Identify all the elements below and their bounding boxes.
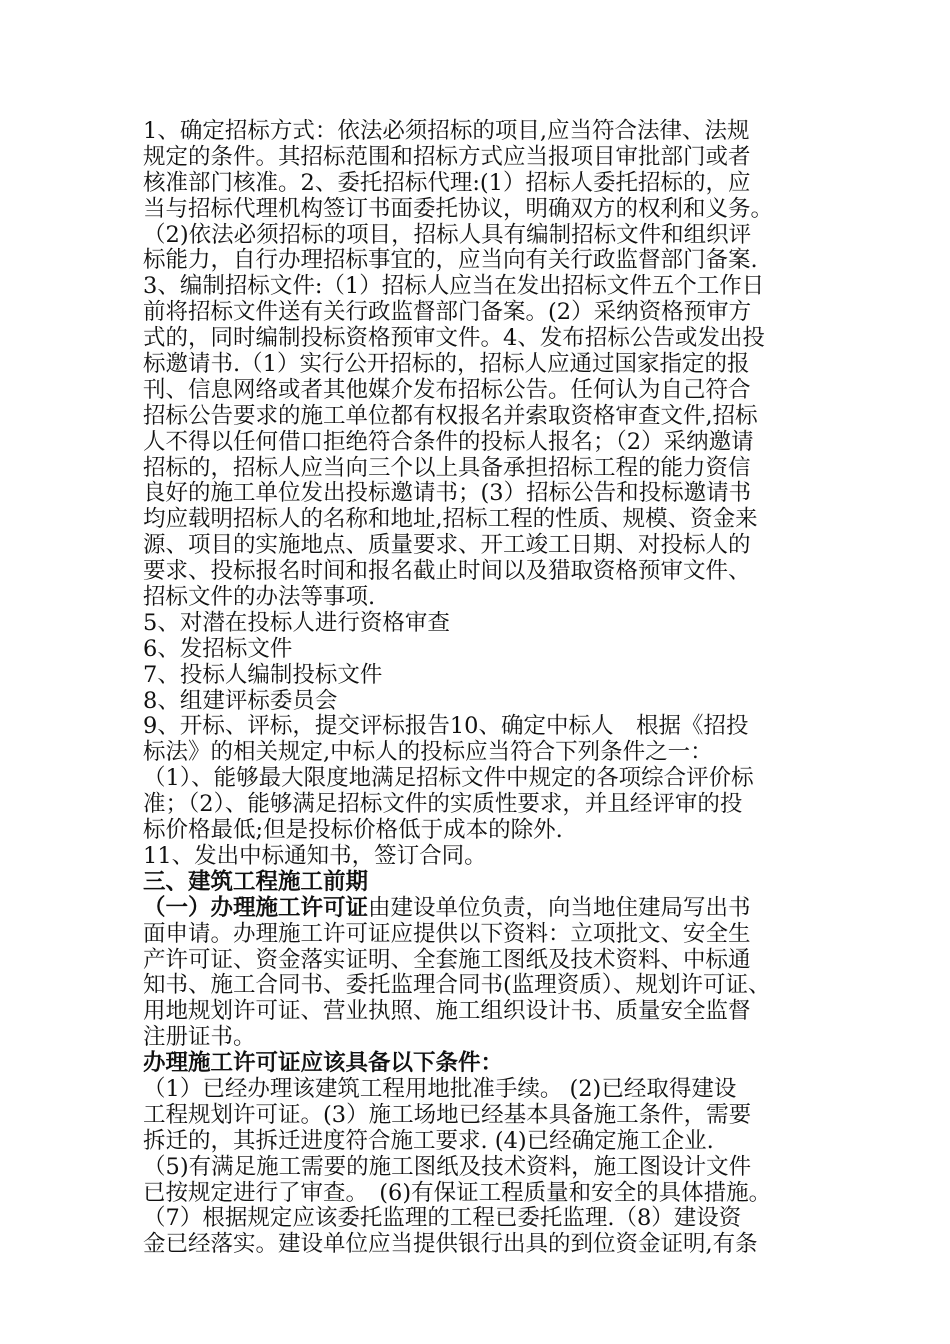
text-line: 9、开标、评标，提交评标报告10、确定中标人 根据《招投: [143, 713, 749, 740]
text-line: 标价格最低;但是投标价格低于成本的除外.: [143, 817, 563, 844]
text-line: 前将招标文件送有关行政监督部门备案。(2）采纳资格预审方: [143, 299, 752, 326]
text-line: 工程规划许可证。(3）施工场地已经基本具备施工条件，需要: [143, 1101, 752, 1128]
text-line: 规定的条件。其招标范围和招标方式应当报项目审批部门或者: [143, 143, 751, 170]
document-body: [143, 119, 838, 1258]
text-line: 产许可证、资金落实证明、全套施工图纸及技术资料、中标通: [143, 946, 751, 973]
text-line: 刊、信息网络或者其他媒介发布招标公告。任何认为自己符合: [143, 376, 751, 403]
text-line: （7）根据规定应该委托监理的工程已委托监理.（8）建设资: [143, 1205, 742, 1232]
text-line: 标能力，自行办理招标事宜的，应当向有关行政监督部门备案.: [143, 247, 758, 274]
text-line: 招标公告要求的施工单位都有权报名并索取资格审查文件,招标: [143, 402, 758, 429]
text-line: 良好的施工单位发出投标邀请书；(3）招标公告和投标邀请书: [143, 480, 752, 507]
text-line: 招标的，招标人应当向三个以上具备承担招标工程的能力资信: [143, 454, 751, 481]
text-line: 知书、施工合同书、委托监理合同书(监理资质）、规划许可证、: [143, 972, 771, 999]
subsection-text: 由建设单位负责，向当地住建局写出书: [368, 894, 751, 921]
text-line: 6、发招标文件: [143, 635, 293, 662]
text-line: 要求、投标报名时间和报名截止时间以及猎取资格预审文件、: [143, 558, 751, 585]
text-line: 人不得以任何借口拒绝符合条件的投标人报名；（2）采纳邀请: [143, 428, 754, 455]
text-line: 已按规定进行了审查。 (6)有保证工程质量和安全的具体措施。: [143, 1179, 772, 1206]
text-line: 准；（2）、能够满足招标文件的实质性要求，并且经评审的投: [143, 791, 743, 818]
text-line: 核准部门核准。2、委托招标代理:(1）招标人委托招标的，应: [143, 169, 751, 196]
text-line: 当与招标代理机构签订书面委托协议，明确双方的权利和义务。: [143, 195, 774, 222]
text-line: 11、发出中标通知书，签订合同。: [143, 842, 487, 869]
text-line: 3、编制招标文件:（1）招标人应当在发出招标文件五个工作日: [143, 273, 765, 300]
text-line: 拆迁的，其拆迁进度符合施工要求. (4)已经确定施工企业.: [143, 1127, 714, 1154]
text-line: 7、投标人编制投标文件: [143, 661, 383, 688]
text-line: （1）、能够最大限度地满足招标文件中规定的各项综合评价标: [143, 765, 754, 792]
text-line: 金已经落实。建设单位应当提供银行出具的到位资金证明,有条: [143, 1231, 758, 1258]
text-line: （2)依法必须招标的项目，招标人具有编制招标文件和组织评: [143, 221, 752, 248]
text-line: 5、对潜在投标人进行资格审查: [143, 609, 450, 636]
text-line: （5)有满足施工需要的施工图纸及技术资料，施工图设计文件: [143, 1153, 752, 1180]
text-line: （1）已经办理该建筑工程用地批准手续。 (2)已经取得建设: [143, 1075, 737, 1102]
text-line: 注册证书。: [143, 1024, 256, 1051]
text-line: 标邀请书.（1）实行公开招标的，招标人应通过国家指定的报: [143, 351, 750, 378]
text-line: 8、组建评标委员会: [143, 687, 338, 714]
text-line: 1、确定招标方式：依法必须招标的项目,应当符合法律、法规: [143, 118, 750, 144]
conditions-heading: 办理施工许可证应该具备以下条件：: [143, 1050, 504, 1077]
subsection-line: [143, 896, 838, 922]
text-line: 标法》的相关规定,中标人的投标应当符合下列条件之一：: [143, 739, 713, 766]
text-line: 均应载明招标人的名称和地址,招标工程的性质、规模、资金来: [143, 506, 758, 533]
section-heading: 三、建筑工程施工前期: [143, 868, 369, 895]
text-line: 式的，同时编制投标资格预审文件。4、发布招标公告或发出投: [143, 325, 765, 352]
text-line: 招标文件的办法等事项.: [143, 584, 376, 611]
text-line: 源、项目的实施地点、质量要求、开工竣工日期、对投标人的: [143, 532, 751, 559]
text-line: 用地规划许可证、营业执照、施工组织设计书、质量安全监督: [143, 998, 751, 1025]
subsection-heading: （一）办理施工许可证: [143, 894, 369, 921]
text-line: 面申请。办理施工许可证应提供以下资料：立项批文、安全生: [143, 920, 751, 947]
